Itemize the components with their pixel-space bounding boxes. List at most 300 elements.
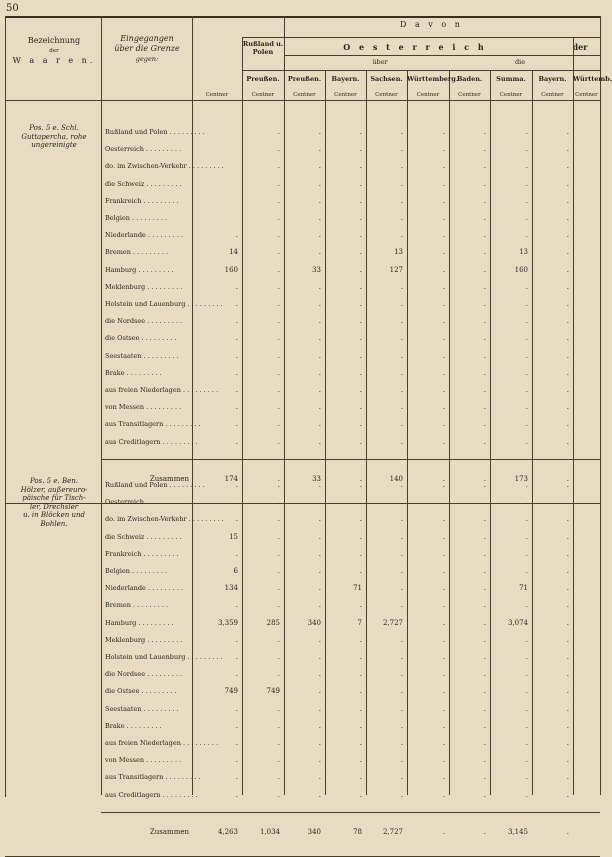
table-cell: . xyxy=(483,687,486,696)
route-label: Meklenburg . . . . . . . . . xyxy=(105,282,183,291)
table-cell: . xyxy=(359,532,362,541)
table-cell: . xyxy=(318,403,321,412)
table-cell: 33 xyxy=(312,265,321,274)
table-cell: . xyxy=(442,498,445,507)
table-cell: . xyxy=(566,635,569,644)
table-cell: . xyxy=(359,498,362,507)
table-cell: . xyxy=(525,721,528,730)
table-cell: . xyxy=(566,231,569,240)
unit-label: Centner xyxy=(334,92,357,98)
total-cell: 1,034 xyxy=(259,827,280,836)
table-cell: . xyxy=(359,567,362,575)
route-label: aus Creditlagern . . . . . . . . . xyxy=(105,437,198,446)
table-cell: . xyxy=(359,653,362,661)
table-cell: . xyxy=(359,790,362,799)
table-cell: . xyxy=(235,790,238,799)
route-label: Rußland und Polen . . . . . . . . . xyxy=(105,128,205,136)
total-cell: . xyxy=(483,474,486,483)
table-cell: . xyxy=(359,420,362,429)
table-cell: . xyxy=(318,248,321,257)
table-cell: . xyxy=(566,282,569,291)
unit-label: Centner xyxy=(251,92,275,98)
unit-label: Centner xyxy=(458,92,481,98)
table-cell: . xyxy=(277,317,280,326)
table-cell: . xyxy=(359,317,362,326)
table-cell: . xyxy=(277,601,280,610)
table-cell: . xyxy=(400,368,403,377)
table-cell: . xyxy=(442,179,445,188)
table-cell: . xyxy=(525,549,528,558)
table-cell: . xyxy=(483,420,486,429)
table-cell: . xyxy=(400,282,403,291)
table-cell: . xyxy=(359,179,362,188)
table-cell: . xyxy=(483,601,486,610)
table-cell: . xyxy=(442,317,445,326)
table-cell: . xyxy=(483,498,486,507)
table-cell: . xyxy=(525,704,528,713)
table-cell: . xyxy=(235,601,238,610)
total-cell: 340 xyxy=(307,827,321,836)
table-cell: . xyxy=(566,653,569,661)
table-cell: . xyxy=(483,386,486,394)
table-cell: . xyxy=(359,351,362,360)
route-label: Bremen . . . . . . . . . xyxy=(105,601,169,610)
header-davon: D a v o n xyxy=(400,20,463,29)
table-cell: . xyxy=(525,601,528,610)
table-cell: . xyxy=(400,584,403,593)
table-cell: . xyxy=(400,145,403,154)
total-cell: 3,145 xyxy=(507,827,528,836)
table-cell: . xyxy=(442,481,445,489)
table-cell: . xyxy=(400,567,403,575)
table-cell: . xyxy=(566,386,569,394)
table-cell: 749 xyxy=(266,687,280,696)
table-cell: . xyxy=(277,386,280,394)
table-cell: . xyxy=(359,300,362,308)
header-der: der xyxy=(572,42,588,52)
table-cell: . xyxy=(525,567,528,575)
table-cell: . xyxy=(483,635,486,644)
table-cell: . xyxy=(525,532,528,541)
block-title-line: päische für Tisch- xyxy=(22,494,86,502)
column-header-0: Preußen. xyxy=(246,75,280,83)
table-cell: . xyxy=(277,653,280,661)
table-cell: . xyxy=(442,265,445,274)
unit-label: Centner xyxy=(416,92,440,98)
unit-label: Centner xyxy=(499,92,523,98)
table-cell: . xyxy=(566,368,569,377)
total-cell: 78 xyxy=(353,827,362,836)
table-cell: . xyxy=(525,179,528,188)
table-cell: . xyxy=(483,179,486,188)
table-cell: . xyxy=(566,515,569,524)
table-cell: . xyxy=(277,231,280,240)
table-cell: . xyxy=(400,162,403,171)
route-label: Seestaaten . . . . . . . . . xyxy=(105,704,179,713)
route-label: aus Transitlagern . . . . . . . . . xyxy=(105,420,201,429)
header-border-line3: gegen: xyxy=(135,55,159,63)
table-cell: . xyxy=(442,567,445,575)
route-label: von Messen . . . . . . . . . xyxy=(105,756,182,765)
route-label: Seestaaten . . . . . . . . . xyxy=(105,351,179,360)
route-label: Brake . . . . . . . . . xyxy=(105,368,162,377)
table-cell: . xyxy=(483,739,486,747)
route-label: aus Transitlagern . . . . . . . . . xyxy=(105,773,201,782)
total-label: Zusammen xyxy=(149,474,189,483)
table-cell: . xyxy=(277,773,280,782)
table-cell: . xyxy=(483,790,486,799)
table-cell: . xyxy=(318,721,321,730)
table-cell: . xyxy=(318,756,321,765)
table-cell: . xyxy=(277,721,280,730)
route-label: do. im Zwischen-Verkehr . . . . . . . . . xyxy=(105,162,224,171)
unit-label: Centner xyxy=(375,92,398,98)
table-cell: . xyxy=(566,128,569,136)
table-cell: . xyxy=(525,687,528,696)
table-cell: . xyxy=(442,756,445,765)
table-cell: . xyxy=(566,498,569,507)
table-cell: . xyxy=(277,498,280,507)
table-cell: . xyxy=(359,403,362,412)
table-cell: . xyxy=(400,437,403,446)
table-cell: . xyxy=(318,179,321,188)
table-cell: . xyxy=(277,300,280,308)
table-cell: . xyxy=(235,403,238,412)
table-cell: . xyxy=(277,567,280,575)
table-cell: 2,727 xyxy=(382,618,403,627)
table-cell: . xyxy=(277,368,280,377)
table-cell: . xyxy=(566,790,569,799)
table-cell: . xyxy=(525,773,528,782)
table-cell: . xyxy=(359,635,362,644)
table-cell: . xyxy=(359,687,362,696)
table-cell: . xyxy=(318,214,321,222)
table-cell: . xyxy=(525,317,528,326)
column-rule xyxy=(600,16,601,795)
total-cell: 2,727 xyxy=(382,827,403,836)
table-cell: . xyxy=(525,403,528,412)
table-cell: . xyxy=(400,300,403,308)
table-cell: . xyxy=(483,437,486,446)
table-cell: . xyxy=(483,334,486,343)
table-cell: . xyxy=(359,670,362,679)
block-title-line: ler, Drechsler xyxy=(29,502,79,511)
total-cell: . xyxy=(359,474,362,483)
total-cell: . xyxy=(442,827,445,836)
table-cell: . xyxy=(359,128,362,136)
table-cell: . xyxy=(277,334,280,343)
table-cell: . xyxy=(525,635,528,644)
table-cell: . xyxy=(359,196,362,205)
table-cell: . xyxy=(235,704,238,713)
route-label: die Schweiz . . . . . . . . . xyxy=(105,179,182,188)
table-cell: . xyxy=(235,317,238,326)
table-cell: . xyxy=(400,386,403,394)
table-cell: . xyxy=(277,437,280,446)
table-cell: . xyxy=(400,653,403,661)
table-cell: . xyxy=(566,265,569,274)
table-cell: . xyxy=(442,145,445,154)
table-cell: . xyxy=(277,265,280,274)
table-cell: . xyxy=(525,386,528,394)
table-cell: . xyxy=(400,498,403,507)
table-cell: . xyxy=(483,145,486,154)
table-cell: . xyxy=(483,248,486,257)
table-cell: . xyxy=(525,145,528,154)
table-cell: . xyxy=(318,386,321,394)
table-cell: 3,359 xyxy=(217,618,238,627)
table-cell: . xyxy=(400,196,403,205)
table-cell: . xyxy=(442,584,445,593)
table-cell: . xyxy=(442,420,445,429)
table-cell: . xyxy=(442,739,445,747)
table-cell: . xyxy=(525,437,528,446)
table-cell: . xyxy=(483,214,486,222)
route-label: Meklenburg . . . . . . . . . xyxy=(105,635,183,644)
table-cell: . xyxy=(235,300,238,308)
table-cell: . xyxy=(359,145,362,154)
table-cell: . xyxy=(483,351,486,360)
total-cell: 140 xyxy=(389,474,403,483)
table-cell: . xyxy=(235,334,238,343)
table-cell: . xyxy=(566,567,569,575)
header-oesterreich: O e s t e r r e i c h xyxy=(343,42,487,52)
table-cell: . xyxy=(525,231,528,240)
total-cell: 173 xyxy=(514,474,528,483)
route-label: Niederlande . . . . . . . . . xyxy=(105,231,184,240)
table-cell: . xyxy=(525,790,528,799)
table-cell: . xyxy=(359,368,362,377)
table-cell: . xyxy=(483,196,486,205)
table-cell: . xyxy=(400,687,403,696)
route-label: Holstein und Lauenburg . . . . . . . . . xyxy=(105,653,223,661)
table-cell: . xyxy=(566,601,569,610)
table-cell: . xyxy=(277,790,280,799)
table-cell: . xyxy=(318,317,321,326)
table-cell: . xyxy=(483,403,486,412)
table-cell: . xyxy=(318,128,321,136)
table-cell: . xyxy=(318,567,321,575)
column-header-1: Preußen. xyxy=(287,75,322,83)
table-cell: 13 xyxy=(519,248,528,257)
table-cell: . xyxy=(359,704,362,713)
column-header-3: Sachsen. xyxy=(370,75,403,83)
route-label: aus Creditlagern . . . . . . . . . xyxy=(105,790,198,799)
table-cell: . xyxy=(525,420,528,429)
table-cell: . xyxy=(442,214,445,222)
header-rule-columns xyxy=(242,70,600,71)
table-cell: . xyxy=(566,721,569,730)
table-cell: . xyxy=(318,773,321,782)
table-cell: . xyxy=(442,231,445,240)
route-label: aus freien Niederlagen . . . . . . . . . xyxy=(105,386,219,394)
table-cell: . xyxy=(277,282,280,291)
table-cell: . xyxy=(566,437,569,446)
table-cell: . xyxy=(442,687,445,696)
header-russland: Rußland u. Polen xyxy=(242,40,284,56)
header-rule-middle xyxy=(284,55,600,56)
column-header-6: Summa. xyxy=(496,75,526,83)
table-cell: . xyxy=(277,196,280,205)
table-cell: . xyxy=(318,334,321,343)
table-cell: . xyxy=(442,601,445,610)
table-cell: . xyxy=(318,351,321,360)
table-cell: . xyxy=(566,300,569,308)
table-cell: . xyxy=(442,128,445,136)
table-cell: . xyxy=(359,739,362,747)
table-cell: 285 xyxy=(266,618,280,627)
header-goods-line2: der xyxy=(49,48,59,54)
table-cell: . xyxy=(318,300,321,308)
table-cell: . xyxy=(525,214,528,222)
table-cell: . xyxy=(235,351,238,360)
table-cell: . xyxy=(483,721,486,730)
table-cell: . xyxy=(277,162,280,171)
route-label: Bremen . . . . . . . . . xyxy=(105,248,169,257)
table-cell: . xyxy=(483,670,486,679)
route-label: die Ostsee . . . . . . . . . xyxy=(105,334,177,343)
table-cell: 7 xyxy=(357,618,362,627)
table-cell: . xyxy=(359,265,362,274)
table-cell: . xyxy=(277,532,280,541)
block-title-line: Guttapercha, rohe xyxy=(21,132,87,141)
column-header-4: Württemberg. xyxy=(407,75,459,83)
table-cell: . xyxy=(400,704,403,713)
table-cell: . xyxy=(318,498,321,507)
table-cell: . xyxy=(277,515,280,524)
table-cell: . xyxy=(359,231,362,240)
table-cell: . xyxy=(525,498,528,507)
block-title xyxy=(8,477,100,528)
table-cell: . xyxy=(566,481,569,489)
table-cell: . xyxy=(277,128,280,136)
table-cell: . xyxy=(277,635,280,644)
table-cell: . xyxy=(318,437,321,446)
total-cell: . xyxy=(277,474,280,483)
route-label: Hamburg . . . . . . . . . xyxy=(105,618,174,627)
table-cell: . xyxy=(277,420,280,429)
table-cell: . xyxy=(525,653,528,661)
table-cell: . xyxy=(235,739,238,747)
column-header-2: Bayern. xyxy=(331,75,360,83)
table-cell: . xyxy=(359,756,362,765)
table-cell: . xyxy=(318,584,321,593)
route-label: Rußland und Polen . . . . . . . . . xyxy=(105,481,205,489)
table-cell: . xyxy=(400,532,403,541)
table-cell: . xyxy=(400,739,403,747)
table-cell: . xyxy=(525,128,528,136)
total-cell: . xyxy=(566,474,569,483)
table-cell: . xyxy=(318,601,321,610)
table-cell: . xyxy=(235,756,238,765)
table-cell: . xyxy=(442,282,445,291)
unit-label: Centner xyxy=(293,92,316,98)
table-cell: . xyxy=(318,145,321,154)
route-label: Belgien . . . . . . . . . xyxy=(105,567,168,575)
table-cell: . xyxy=(483,265,486,274)
table-cell: . xyxy=(400,420,403,429)
table-cell: . xyxy=(483,162,486,171)
table-cell: . xyxy=(566,532,569,541)
table-cell: . xyxy=(442,437,445,446)
header-die: die xyxy=(514,58,526,66)
table-cell: . xyxy=(359,162,362,171)
total-cell: 174 xyxy=(224,474,238,483)
table-cell: . xyxy=(442,635,445,644)
table-cell: . xyxy=(442,618,445,627)
table-cell: . xyxy=(566,687,569,696)
table-cell: . xyxy=(277,756,280,765)
total-label: Zusammen xyxy=(149,827,189,836)
page-number: 50 xyxy=(6,3,19,14)
table-cell: . xyxy=(525,334,528,343)
route-label: Niederlande . . . . . . . . . xyxy=(105,584,184,593)
table-cell: . xyxy=(442,300,445,308)
table-cell: . xyxy=(566,670,569,679)
block-title-line: Bohlen. xyxy=(40,519,68,528)
table-cell: . xyxy=(400,549,403,558)
table-cell: . xyxy=(566,403,569,412)
column-rule xyxy=(5,16,6,795)
table-cell: 71 xyxy=(353,584,362,593)
table-cell: . xyxy=(359,214,362,222)
table-cell: . xyxy=(483,704,486,713)
table-cell: . xyxy=(318,790,321,799)
table-cell: . xyxy=(318,282,321,291)
table-cell: . xyxy=(483,515,486,524)
table-cell: . xyxy=(400,128,403,136)
table-cell: . xyxy=(400,231,403,240)
table-cell: . xyxy=(483,481,486,489)
table-cell: . xyxy=(525,196,528,205)
table-cell: 6 xyxy=(233,567,238,575)
table-cell: . xyxy=(400,481,403,489)
table-cell: . xyxy=(235,773,238,782)
table-cell: . xyxy=(566,317,569,326)
table-cell: 160 xyxy=(514,265,528,274)
table-cell: . xyxy=(235,386,238,394)
table-cell: . xyxy=(525,368,528,377)
route-label: Brake . . . . . . . . . xyxy=(105,721,162,730)
table-cell: . xyxy=(566,248,569,257)
table-cell: . xyxy=(318,162,321,171)
block-rule-total xyxy=(101,459,600,460)
table-cell: . xyxy=(235,515,238,524)
total-cell: . xyxy=(566,827,569,836)
table-cell: 127 xyxy=(389,265,403,274)
table-cell: . xyxy=(235,368,238,377)
table-cell: . xyxy=(400,317,403,326)
table-cell: . xyxy=(566,549,569,558)
route-label: die Nordsee . . . . . . . . . xyxy=(105,317,183,326)
table-cell: . xyxy=(277,179,280,188)
table-cell: . xyxy=(483,756,486,765)
table-cell: . xyxy=(318,231,321,240)
table-cell: . xyxy=(235,721,238,730)
table-cell: . xyxy=(277,481,280,489)
table-cell: . xyxy=(359,773,362,782)
route-label: Belgien . . . . . . . . . xyxy=(105,214,168,222)
table-cell: . xyxy=(277,549,280,558)
table-cell: 340 xyxy=(307,618,321,627)
table-cell: . xyxy=(359,481,362,489)
route-label: aus freien Niederlagen . . . . . . . . . xyxy=(105,739,219,747)
column-header-5: Baden. xyxy=(456,75,483,83)
table-cell: 3,074 xyxy=(507,618,528,627)
table-cell: . xyxy=(442,334,445,343)
block-title-line: Pos. 5 e. Ben. xyxy=(30,477,78,485)
table-cell: . xyxy=(400,721,403,730)
